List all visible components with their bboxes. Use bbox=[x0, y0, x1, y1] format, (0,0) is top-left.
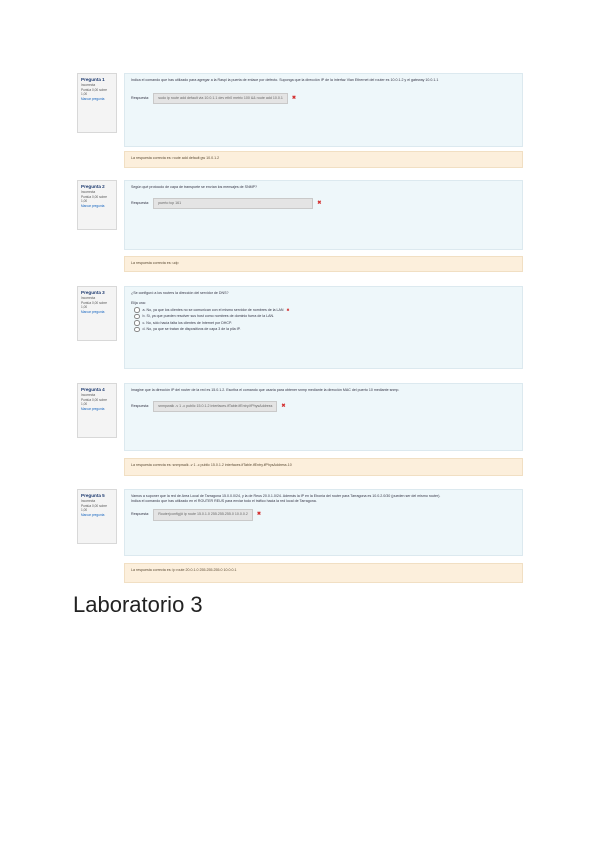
question-content bbox=[124, 180, 523, 250]
answer-field[interactable]: puerto tcp 161 bbox=[153, 198, 313, 209]
question-content bbox=[124, 73, 523, 147]
incorrect-icon: ✖ bbox=[286, 307, 290, 312]
question-info bbox=[77, 73, 117, 133]
section-heading: Laboratorio 3 bbox=[73, 592, 203, 617]
question-info bbox=[77, 180, 117, 230]
question-text: Indica el comando que has utilizado para agregar a la Raspi la puerta de enlace por defecto. Suponga que la dirección IP de la interfaz Vlan Ethernet del router es 10.0.1.2 y el gateway 10.0.1.1 bbox=[131, 78, 439, 82]
question-info bbox=[77, 286, 117, 341]
question-number: Pregunta 3 bbox=[81, 290, 105, 295]
question-status: Incorrecta bbox=[81, 296, 96, 300]
answer-field[interactable]: snmpwalk -v 1 -c public 15.0.1.2 interfaces.ifTable.ifEntry.ifPhysAddress bbox=[153, 401, 277, 412]
question-score: Puntúa 0,00 sobre 1,00 bbox=[81, 503, 108, 513]
question-info bbox=[77, 383, 117, 438]
question-text: Imagine que la dirección IP del router de la red es 15.0.1.2. Escriba el comando que usaría para obtener snmp mediante la dirección MAC del puerto 10 mediante snmp. bbox=[131, 388, 400, 392]
question-number: Pregunta 4 bbox=[81, 387, 105, 392]
question-text: ¿Se configuró a los routers la dirección del servidor de DNS? bbox=[131, 291, 229, 295]
response-label: Respuesta: bbox=[131, 201, 150, 206]
question-text-2: Indica el comando que has utilizado en el ROUTER REUS para enviar todo el tráfico hacia la red local de Tarragona. bbox=[131, 499, 317, 504]
answer-field[interactable]: sudo ip route add default via 10.0.1.1 dev eth0 metric 100 && route add 10.0.1 bbox=[153, 93, 288, 104]
question-content bbox=[124, 286, 523, 369]
question-score: Puntúa 0,00 sobre 1,00 bbox=[81, 300, 108, 310]
question-status: Incorrecta bbox=[81, 499, 96, 503]
question-info bbox=[77, 489, 117, 544]
question-content bbox=[124, 489, 523, 556]
feedback-box: La respuesta correcta es: ip route 20.0.1.0 255.255.255.0 10.0.0.1 bbox=[124, 563, 523, 583]
radio-button[interactable] bbox=[134, 320, 140, 326]
question-text: Vamos a suponer que la red de Area Local de Tarragona 15.0.0.0/24, y la de Reus 20.0.1.0/24. Además la IP en la Ebonia del router para Tarragona es 10.0.2.0/30 (pueden ser del mismo router). bbox=[131, 494, 441, 498]
response-label: Respuesta: bbox=[131, 404, 150, 409]
option-label: b. Sí, ya que pueden resolver sus host como nombres de dominio fuera de la LAN. bbox=[142, 314, 275, 319]
response-label: Respuesta: bbox=[131, 512, 150, 517]
feedback-box: La respuesta correcta es: udp bbox=[124, 256, 523, 272]
incorrect-icon: ✖ bbox=[317, 200, 322, 207]
flag-question-link[interactable]: Marcar pregunta bbox=[81, 512, 105, 517]
question-number: Pregunta 2 bbox=[81, 184, 105, 189]
incorrect-icon: ✖ bbox=[281, 403, 286, 410]
radio-button[interactable] bbox=[134, 327, 140, 333]
incorrect-icon: ✖ bbox=[291, 95, 297, 102]
feedback-box: La respuesta correcta es: snmpwalk -v 1 -c public 15.0.1.2 interfaces.ifTable.ifEntry.ifPhysAddress.10 bbox=[124, 458, 523, 476]
option-a[interactable] bbox=[134, 307, 516, 313]
option-c[interactable] bbox=[134, 320, 516, 326]
question-status: Incorrecta bbox=[81, 393, 96, 397]
flag-question-link[interactable]: Marcar pregunta bbox=[81, 309, 105, 314]
question-score: Puntúa 0,00 sobre 1,00 bbox=[81, 397, 108, 407]
option-label: a. No, ya que los clientes no se comunican con el mismo servidor de nombres de la LAN bbox=[142, 307, 284, 312]
flag-question-link[interactable]: Marcar pregunta bbox=[81, 203, 105, 208]
question-content bbox=[124, 383, 523, 451]
radio-button[interactable] bbox=[134, 314, 140, 320]
question-status: Incorrecta bbox=[81, 83, 96, 87]
radio-button[interactable] bbox=[134, 307, 140, 313]
response-label: Respuesta: bbox=[131, 96, 150, 101]
question-status: Incorrecta bbox=[81, 190, 96, 194]
answer-field[interactable]: Router(config)# ip route 15.0.1.0 255.255.255.0 10.0.0.2 bbox=[153, 509, 253, 520]
question-text: Según qué protocolo de capa de transporte se envían los mensajes de SNMP? bbox=[131, 185, 258, 189]
question-number: Pregunta 5 bbox=[81, 493, 105, 498]
feedback-box: La respuesta correcta es: route add default gw 10.0.1.2 bbox=[124, 151, 523, 168]
option-d[interactable] bbox=[134, 327, 516, 333]
option-label: d. No, ya que se tratan de dispositivos de capa 3 de la pila IP. bbox=[142, 327, 241, 332]
option-b[interactable] bbox=[134, 314, 516, 320]
option-label: c. No, sólo hacía falta los clientes de Internet por DHCP. bbox=[142, 320, 232, 325]
incorrect-icon: ✖ bbox=[256, 511, 262, 518]
flag-question-link[interactable]: Marcar pregunta bbox=[81, 96, 105, 101]
question-score: Puntúa 0,00 sobre 1,00 bbox=[81, 87, 108, 97]
choose-prompt: Elija una: bbox=[131, 301, 146, 306]
question-number: Pregunta 1 bbox=[81, 77, 105, 82]
question-score: Puntúa 0,00 sobre 1,00 bbox=[81, 194, 108, 204]
flag-question-link[interactable]: Marcar pregunta bbox=[81, 406, 105, 411]
